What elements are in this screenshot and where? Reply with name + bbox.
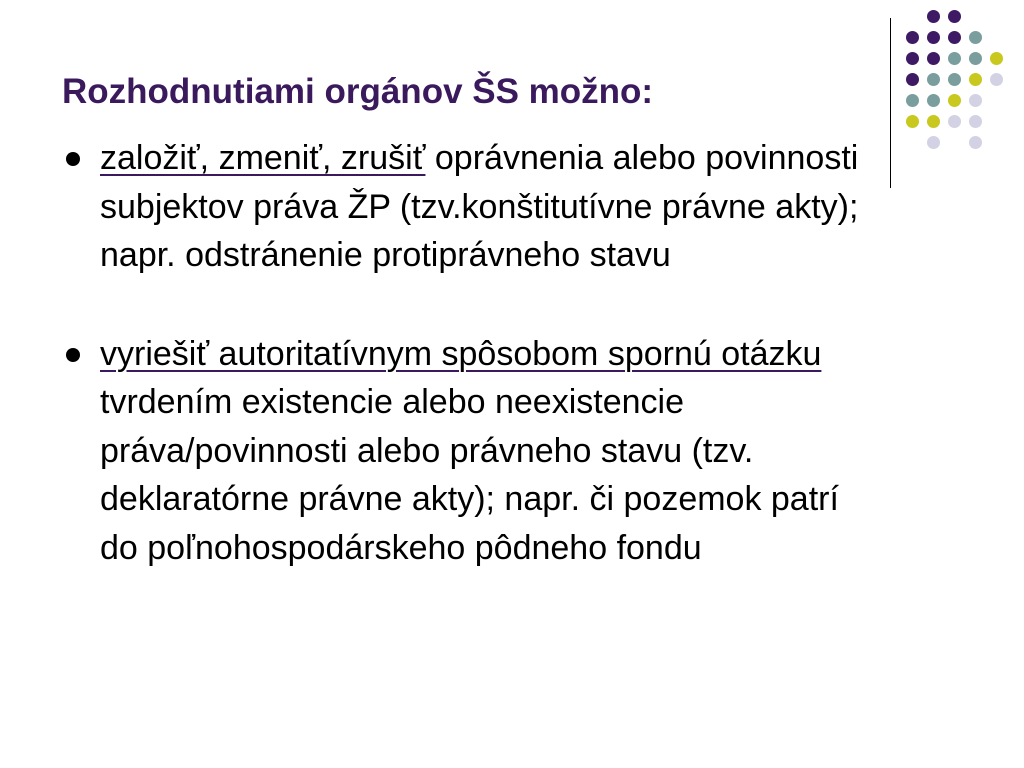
bullet-dot-icon <box>66 152 80 166</box>
empty-cell <box>969 10 982 23</box>
bullet-body-text: oprávnenia alebo povinnosti subjektov práva ŽP (tzv.konštitutívne právne akty); napr. odstránenie protiprávneho stavu <box>100 139 859 274</box>
bullet-dot-icon <box>66 348 80 362</box>
decorative-dot <box>948 73 961 86</box>
bullet-item-1 <box>62 134 862 280</box>
decorative-dot <box>927 73 940 86</box>
decorative-dot <box>927 115 940 128</box>
empty-cell <box>990 94 1003 107</box>
decorative-dot <box>969 73 982 86</box>
decorative-dot <box>948 10 961 23</box>
decorative-dot <box>906 73 919 86</box>
empty-cell <box>990 10 1003 23</box>
decorative-dot-grid <box>906 10 1003 149</box>
empty-cell <box>906 10 919 23</box>
decorative-dot <box>927 94 940 107</box>
decorative-dot <box>927 31 940 44</box>
bullet-link-text: založiť, zmeniť, zrušiť <box>100 139 426 177</box>
empty-cell <box>906 136 919 149</box>
empty-cell <box>990 136 1003 149</box>
decorative-dot <box>906 52 919 65</box>
decorative-dot <box>948 31 961 44</box>
bullet-link-text: vyriešiť autoritatívnym spôsobom spornú otázku <box>100 334 822 373</box>
bullet-list <box>62 134 862 572</box>
bullet-item-2 <box>62 330 862 573</box>
decorative-dot <box>948 115 961 128</box>
decorative-divider <box>890 18 891 188</box>
decorative-dot <box>906 115 919 128</box>
decorative-dot <box>927 10 940 23</box>
decorative-dot <box>990 73 1003 86</box>
decorative-dot <box>927 136 940 149</box>
slide-title: Rozhodnutiami orgánov ŠS možno: <box>62 72 654 111</box>
decorative-dot <box>948 94 961 107</box>
empty-cell <box>990 115 1003 128</box>
decorative-dot <box>906 31 919 44</box>
decorative-dot <box>927 52 940 65</box>
decorative-dot <box>948 52 961 65</box>
decorative-dot <box>990 52 1003 65</box>
bullet-body-text: tvrdením existencie alebo neexistencie práva/povinnosti alebo právneho stavu (tzv. deklaratórne právne akty); napr. či pozemok patrí do poľnohospodárskeho pôdneho fondu <box>100 383 839 567</box>
empty-cell <box>948 136 961 149</box>
decorative-dot <box>906 94 919 107</box>
empty-cell <box>990 31 1003 44</box>
decorative-dot <box>969 94 982 107</box>
decorative-dot <box>969 115 982 128</box>
decorative-dot <box>969 31 982 44</box>
decorative-dot <box>969 52 982 65</box>
decorative-dot <box>969 136 982 149</box>
